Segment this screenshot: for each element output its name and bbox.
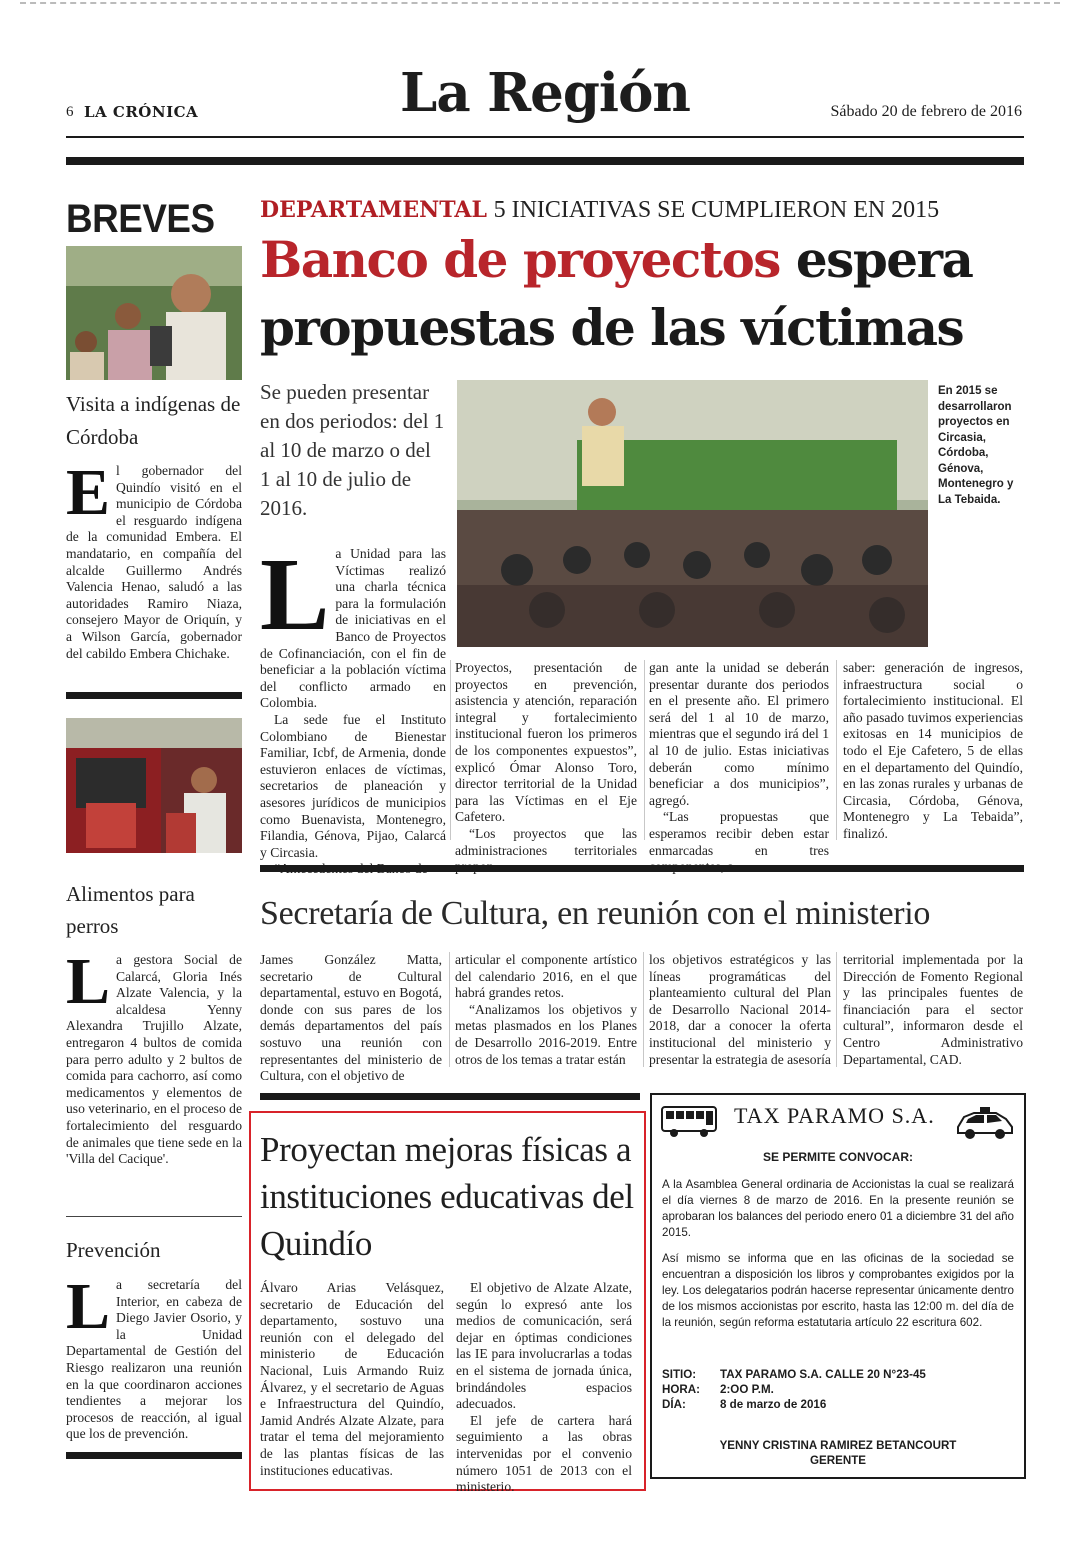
- educacion-col1-p1: Álvaro Arias Velásquez, secretario de Educación del departamento, sostuvo una reunión con el delegado del ministerio de Educación Nacional, Luis Armando Ruiz Álvarez, y el secretario de Aguas e Infraestructura del Quindío, Jamid Andrés Alzate Alzate, para tratar el tema del mejoramiento de las plantas físicas de las instituciones educativas.: [260, 1280, 444, 1478]
- ad-hora: 2:OO P.M.: [720, 1383, 774, 1396]
- cultura-col1: [260, 952, 442, 1085]
- section-title: La Región: [400, 62, 690, 124]
- ad-dia-label: DÍA:: [662, 1398, 686, 1411]
- cultura-headline: Secretaría de Cultura, en reunión con el ministerio: [260, 895, 931, 932]
- main-dropcap: L: [260, 537, 330, 652]
- photo-caption: En 2015 se desarrollaron proyectos en Circasia, Córdoba, Génova, Montenegro y La Tebaida.: [938, 385, 1014, 506]
- educacion-col1: [260, 1280, 444, 1479]
- paper-name: LA CRÓNICA: [84, 103, 199, 121]
- educacion-headline: Proyectan mejoras físicas a instituciones educativas del Quindío: [260, 1130, 634, 1263]
- main-col3: [649, 660, 829, 876]
- main-headline: [260, 226, 1030, 362]
- ad-role: GERENTE: [809, 1454, 867, 1467]
- ad-hora-label: HORA:: [662, 1383, 700, 1396]
- kicker-label: DEPARTAMENTAL: [260, 197, 487, 223]
- top-scan-edge: [20, 2, 1060, 4]
- main-col-rule-2: [644, 660, 645, 840]
- ad-sitio: TAX PARAMO S.A. CALLE 20 N°23-45: [720, 1368, 926, 1381]
- main-col2-p1: Proyectos, presentación de proyectos en prevención, asistencia y atención, reparación integral y fortalecimiento institucional fueron los primeros de los componentes expuestos”, explicó Ómar Alonso Toro, director territorial de la Unidad para las Víctimas en el Eje Cafetero.: [455, 660, 637, 825]
- ad-details: [662, 1367, 1014, 1412]
- cultura-col3: [649, 952, 831, 1068]
- main-col3-p1: gan ante la unidad se deberán presentar durante dos periodos en el presente año. El primero será del 1 al 10 de marzo, mientras que el segundo irá del 1 al 10 de julio. Estas iniciativas deberán como mínimo beneficiar a dos municipios”, agregó.: [649, 660, 829, 808]
- main-col-rule-3: [836, 660, 837, 840]
- cultura-col2-p1: articular el componente artístico del calendario 2016, en el que habrá grandes retos.: [455, 952, 637, 1001]
- main-col1-p2: La sede fue el Instituto Colombiano de Bienestar Familiar, Icbf, de Armenia, donde estuvieron enlaces de víctimas, secretarios de planeación y asesores jurídicos de municipios como Buenavista, Montenegro, Filandia, Génova, Pijao, Calarcá y Circasia.: [260, 711, 446, 860]
- taxi-icon: [952, 1101, 1016, 1145]
- ad-sitio-label: SITIO:: [662, 1368, 697, 1381]
- cultura-col2-p2: “Analizamos los objetivos y metas plasmados en los Planes de Desarrollo 2016-2019. Entre otros de los temas a tratar están: [455, 1001, 637, 1067]
- breve1-dropcap: E: [66, 456, 111, 529]
- photo-indigenas: [66, 246, 242, 380]
- main-col4-p1: saber: generación de ingresos, infraestructura social o fortalecimiento institucional. El año pasado tuvimos experiencias exitosas en 14 municipios de todo el Eje Cafetero, 5 de ellas en el departamento del Quindío, en las zonas rurales y urbanas de Circasia, Córdoba, Génova, Montenegro y La Tebaida”, finalizó.: [843, 660, 1023, 841]
- cultura-col4-p1: territorial implementada por la Dirección de Fomento Regional y las principales fuentes de financiación para el sector cultural”, informaron desde el Centro Administrativo Departamental, CAD.: [843, 952, 1023, 1067]
- cultura-col-rule-2: [643, 952, 644, 1067]
- breve3-body: [66, 1270, 242, 1443]
- main-deck: Se pueden presentar en dos periodos: del 1 al 10 de marzo o del 1 al 10 de julio de 2016.: [260, 380, 445, 520]
- main-col2: [455, 660, 637, 876]
- main-col4: [843, 660, 1023, 843]
- breve2-title: Alimentos para perros: [66, 882, 195, 938]
- breve1-body: [66, 456, 242, 662]
- issue-date: Sábado 20 de febrero de 2016: [830, 103, 1022, 120]
- breve2-body: [66, 945, 242, 1168]
- headline-red: Banco de proyectos: [260, 230, 780, 289]
- breve2-text: a gestora Social de Calarcá, Gloria Inés Alzate Valencia, y la alcaldesa Yenny Alexandra Trujillo Alzate, entregaron 4 bultos de comida para perro adulto y 2 bultos de comida para cachorro, así como medicamentos y elementos de uso veterinario, en el proceso de fortalecimiento del resguardo de animales que tiene sede en la 'Villa del Cacique'.: [66, 952, 242, 1167]
- breve1-text: l gobernador del Quindío visitó en el municipio de Córdoba el resguardo indígena de la comunidad Embera. El mandatario, en compañía del alcalde Guillermo Andrés Valencia Henao, saludó a las autoridades Ramiro Niaza, consejero Mayor de Oriquín, y a Wilson García, gobernador del cabildo Embera Chichake.: [66, 463, 242, 661]
- cultura-col-rule-1: [449, 952, 450, 1067]
- kicker-sub: 5 INICIATIVAS SE CUMPLIERON EN 2015: [493, 197, 940, 223]
- breve3-text: a secretaría del Interior, en cabeza de Diego Javier Osorio, y la Unidad Departamental de Gestión del Riesgo realizaron una reunión en la que coordinaron acciones tendientes a mejorar los procesos de reacción, al igual que los de prevención.: [66, 1277, 242, 1442]
- ad-paragraph-1: A la Asamblea General ordinaria de Accionistas la cual se realizará el día viernes 8 de marzo de 2016. En la presente reunión se aprobaran los balances del periodo enero 01 a diciembre 31 del año 2015.: [662, 1178, 1014, 1239]
- section-divider: [260, 865, 1024, 872]
- header-rule-thin: [66, 136, 1024, 138]
- tax-paramo-ad: [650, 1093, 1026, 1479]
- breve3-dropcap: L: [66, 1270, 111, 1343]
- headline-rest: espera: [795, 230, 973, 289]
- ad-company: TAX PARAMO S.A.: [734, 1103, 935, 1128]
- headline-line2: propuestas de las víctimas: [260, 298, 964, 357]
- main-col3-p2: “Las propuestas que esperamos recibir deben estar enmarcadas en tres: [649, 809, 829, 858]
- main-col1-text: a Unidad para las Víctimas realizó una charla técnica para la formulación de iniciativas en el Banco de Proyectos de Cofinanciación, con el fin de beneficiar a la población víctima del conflicto armado en Colombia.: [260, 546, 446, 711]
- ad-dia-row: [662, 1397, 1014, 1412]
- educacion-col2-p2: El jefe de cartera hará seguimiento a las obras intervenidas por el convenio número 1051 de 2013 con el ministerio.: [456, 1412, 632, 1495]
- cultura-col1-p1: James González Matta, secretario de Cultural departamental, estuvo en Bogotá, donde con sus pares de los demás departamentos del país sostuvo una reunión con representantes del ministerio de Cultura, con el objetivo de: [260, 952, 442, 1084]
- breve3-title: Prevención: [66, 1238, 161, 1262]
- header-rule-thick: [66, 157, 1024, 165]
- cultura-col3-p1: los objetivos estratégicos y las líneas programáticas del planteamiento cultural del Plan de Desarrollo Nacional 2014-2018, dar a conocer la oferta institucional del ministerio y presentar la estrategia de asesoría: [649, 952, 831, 1067]
- ad-hora-row: [662, 1382, 1014, 1397]
- breves-title: BREVES: [66, 197, 215, 241]
- educacion-col2: [456, 1280, 632, 1496]
- breve1-title: Visita a indígenas de Córdoba: [66, 392, 241, 449]
- main-col-rule-1: [450, 660, 451, 840]
- breve-divider-3: [66, 1452, 242, 1459]
- ad-sitio-row: [662, 1367, 1014, 1382]
- photo-charla: [457, 380, 928, 647]
- cultura-col4: [843, 952, 1023, 1068]
- photo-alimentos: [66, 718, 242, 853]
- breve-divider-1: [66, 692, 242, 699]
- cultura-col2: [455, 952, 637, 1068]
- page-number: 6: [66, 104, 74, 120]
- main-col2-p2: “Los proyectos que las administraciones territoriales: [455, 825, 637, 858]
- ad-paragraph-2: Así mismo se informa que en las oficinas de la sociedad se encuentran a disposición los libros y comprobantes exigidos por la ley. Los delegatarios podrán hacerse representar únicamente dentro de los mismos accionistas por escrito, hasta las 12:00 m. del día de la reunión, según reforma estatutaria artículo 22 escritura 602.: [662, 1252, 1014, 1329]
- cultura-col-rule-3: [836, 952, 837, 1067]
- kicker: [260, 196, 939, 224]
- breve2-dropcap: L: [66, 945, 111, 1018]
- main-col1: [260, 537, 446, 878]
- breve-divider-2: [66, 1216, 242, 1217]
- ad-convocar: SE PERMITE CONVOCAR:: [762, 1150, 913, 1164]
- educacion-col2-p1: El objetivo de Alzate Alzate, según lo expresó ante los medios de comunicación, será dejar en óptimas condiciones las IE para involucrarlas a todas en el sistema de jornada única, brindándoles espacios adecuados.: [456, 1280, 632, 1412]
- ad-signer: YENNY CRISTINA RAMIREZ BETANCOURT: [719, 1439, 957, 1452]
- bus-icon: [660, 1101, 720, 1145]
- ad-dia: 8 de marzo de 2016: [720, 1398, 827, 1411]
- educacion-top-rule: [260, 1093, 640, 1100]
